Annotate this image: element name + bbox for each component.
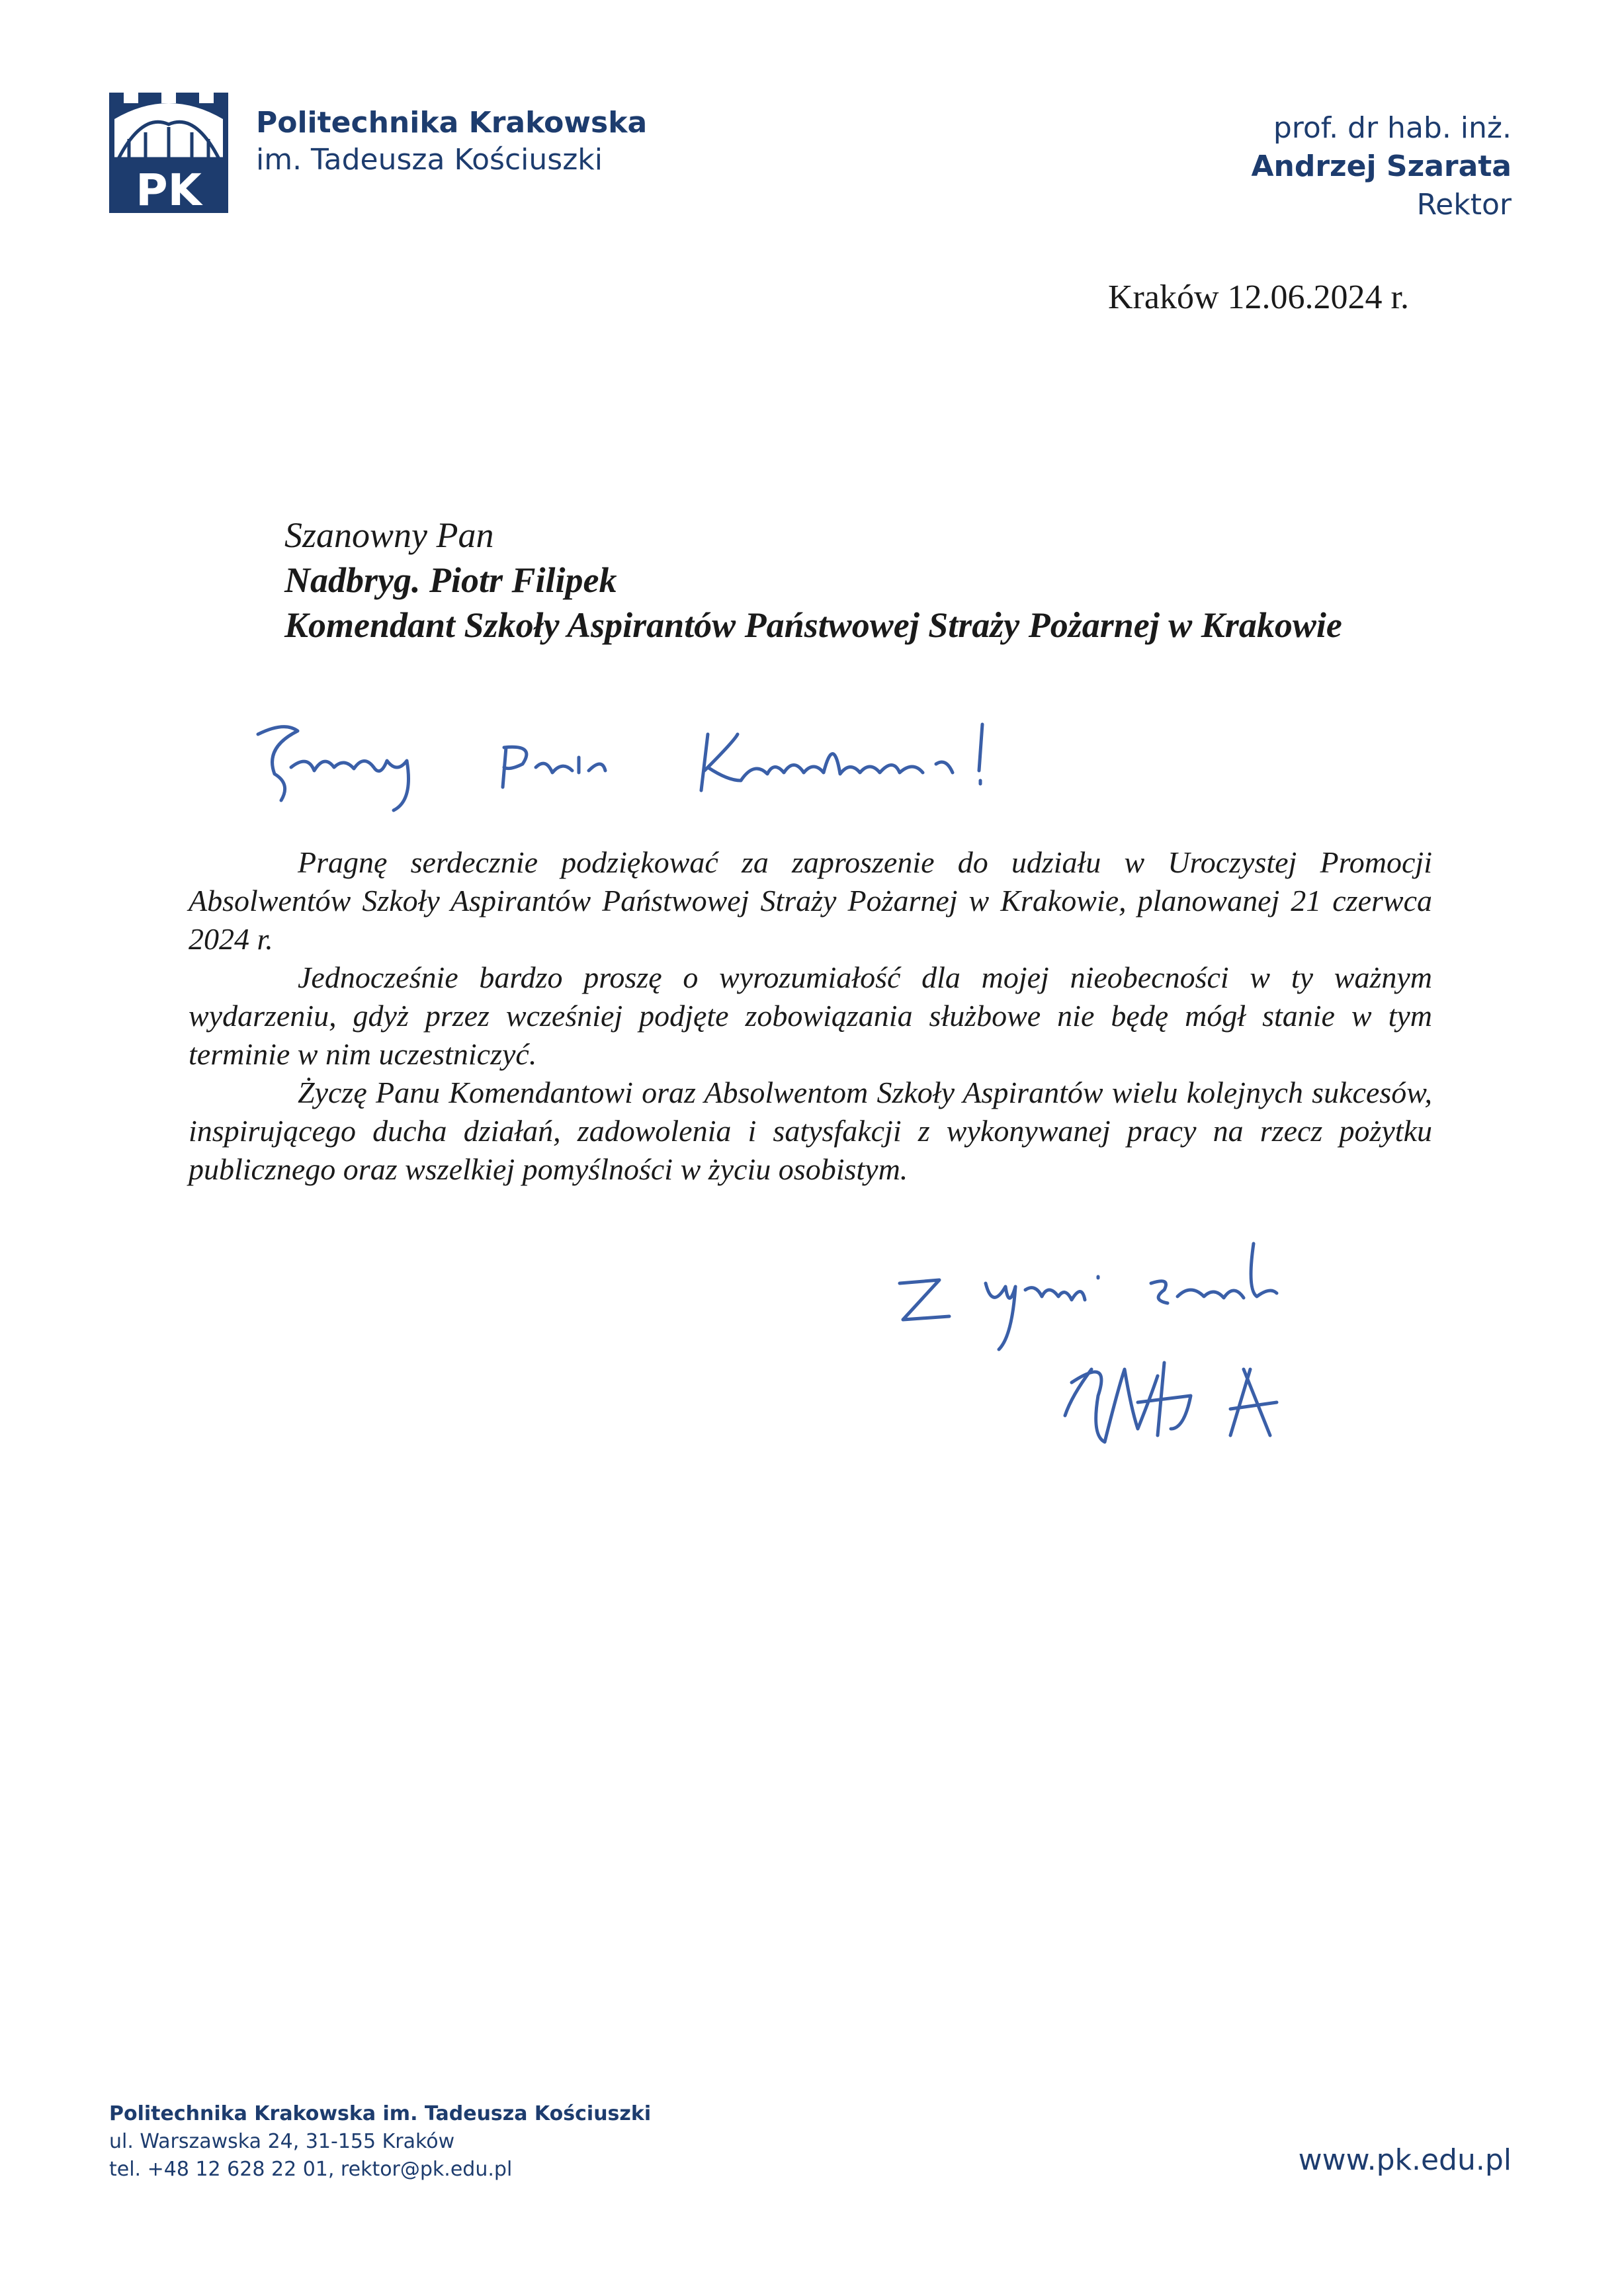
logo-text: PK [136,165,202,213]
footer-contact: tel. +48 12 628 22 01, rektor@pk.edu.pl [109,2158,513,2181]
university-logo [109,93,228,213]
footer-address-block [109,2100,651,2184]
rector-title: prof. dr hab. inż. [1273,111,1512,145]
handwritten-closing-and-signature [873,1237,1422,1502]
rector-block [1251,109,1512,224]
body-paragraph-1: Pragnę serdecznie podziękować za zaproszenie do udziału w Uroczystej Promocji Absolwentów Szkoły Aspirantów Państwowej Straży Pożarnej w Krakowie, planowanej 21 czerwca 2024 r. [189,845,1432,956]
rector-name: Andrzej Szarata [1251,149,1512,183]
footer-institution-name: Politechnika Krakowska im. Tadeusza Kościuszki [109,2102,652,2125]
university-name-line1: Politechnika Krakowska [256,106,648,140]
letter-body [189,843,1432,1189]
addressee [284,513,1342,648]
rector-role: Rektor [1416,188,1512,222]
footer-address: ul. Warszawska 24, 31-155 Kraków [109,2130,455,2153]
university-name [256,105,647,179]
addressee-salutation: Szanowny Pan [284,515,494,555]
addressee-name: Nadbryg. Piotr Filipek [284,560,617,600]
university-name-line2: im. Tadeusza Kościuszki [256,143,603,177]
addressee-position: Komendant Szkoły Aspirantów Państwowej Straży Pożarnej w Krakowie [284,605,1342,645]
footer-website-link[interactable]: www.pk.edu.pl [1298,2143,1512,2177]
handwritten-salutation [245,695,1039,820]
body-paragraph-2: Jednocześnie bardzo proszę o wyrozumiałość dla mojej nieobecności w ty ważnym wydarzeniu, gdyż przez wcześniej podjęte zobowiązania służbowe nie będę mógł stanie w tym terminie w nim uczestniczyć. [189,960,1432,1071]
body-paragraph-3: Życzę Panu Komendantowi oraz Absolwentom Szkoły Aspirantów wielu kolejnych sukcesów, inspirującego ducha działań, zadowolenia i satysfakcji z wykonywanej pracy na rzecz pożytku publicznego oraz wszelkiej pomyślności w życiu osobistym. [189,1076,1432,1186]
letter-date: Kraków 12.06.2024 r. [1108,278,1409,316]
